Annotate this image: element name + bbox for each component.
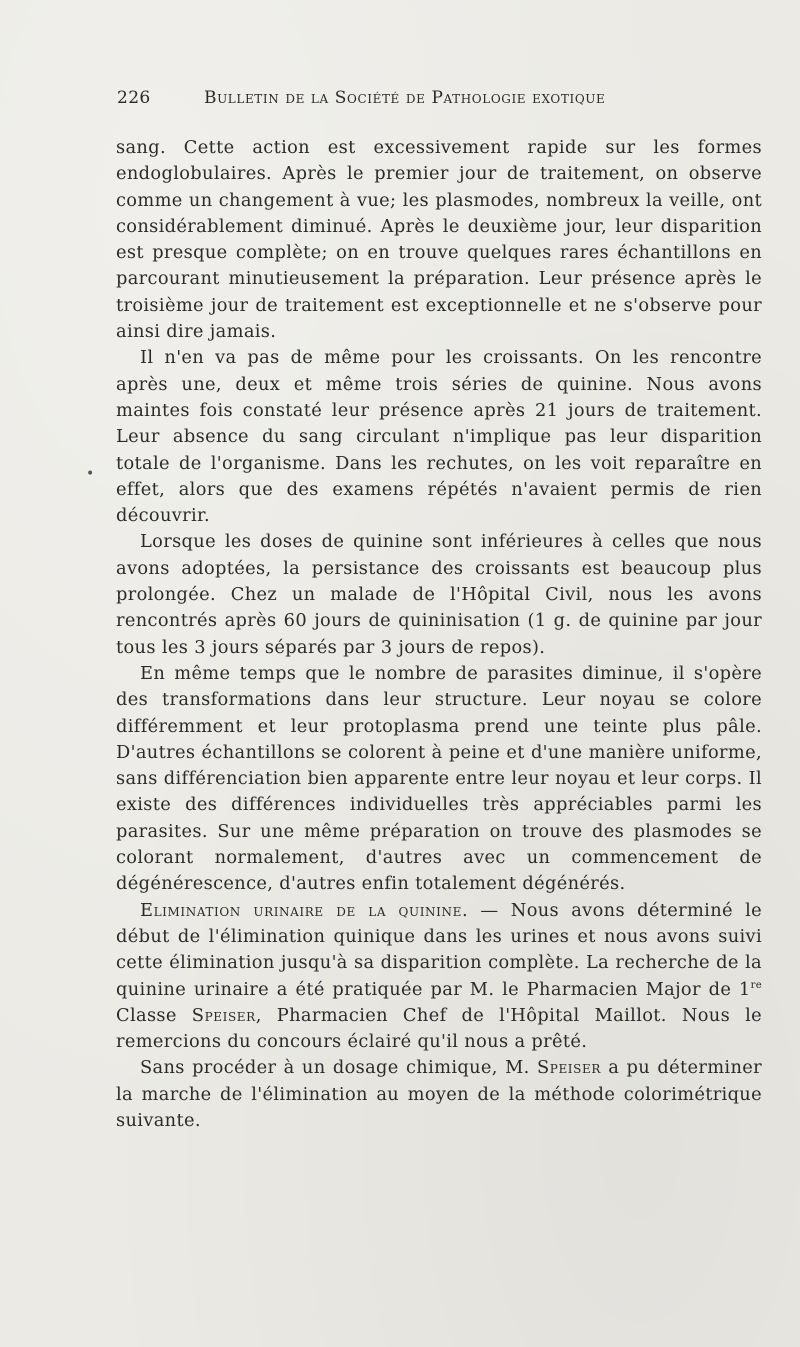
final-text-1: Sans procéder à un dosage chimique, M. [140, 1057, 537, 1079]
page-number: 226 [117, 88, 151, 108]
margin-mark: • [86, 466, 95, 482]
paragraph-2: Il n'en va pas de même pour les croissants. On les rencontre après une, deux et même trois séries de quinine. Nous avons maintes fois constaté leur présence après 21 jours de traitement. Leur absence du sang circulant n'implique pas leur disparition totale de l'organisme. Dans les rechutes, on les voit reparaître en effet, alors que des examens répétés n'avaient permis de rien découvrir. [116, 347, 762, 527]
body-text [116, 135, 762, 1134]
paragraph-4: En même temps que le nombre de parasites diminue, il s'opère des transformations dans leur structure. Leur noyau se colore différemment et leur protoplasma prend une teinte plus pâle. D'autres échantillons se colorent à peine et d'une manière uniforme, sans différenciation bien apparente entre leur noyau et leur corps. Il existe des différences individuelles très appréciables parmi les parasites. Sur une même préparation on trouve des plasmodes se colorant normalement, d'autres avec un commencement de dégénérescence, d'autres enfin totalement dégénérés. [116, 662, 762, 895]
elimination-text-1: Nous avons déterminé le début de l'élimination quinique dans les urines et nous avons suivi cette élimination jusqu'à sa disparition complète. La recherche de la quinine urinaire a été pratiquée par M. le Pharmacien Major de 1 [116, 899, 762, 1000]
elimination-text-2: Classe [116, 1004, 192, 1026]
final-text-2: a pu déterminer la marche de l'élimination au moyen de la méthode colorimétrique suivante. [116, 1057, 762, 1131]
author-name: Speiser [191, 1004, 256, 1026]
author-name-2: Speiser [536, 1057, 601, 1079]
ordinal-superscript: re [750, 979, 762, 991]
paragraph-1: sang. Cette action est excessivement rapide sur les formes endoglobulaires. Après le premier jour de traitement, on observe comme un changement à vue; les plasmodes, nombreux la veille, ont considérablement diminué. Après le deuxième jour, leur disparition est presque complète; on en trouve quelques rares échantillons en parcourant minutieusement la préparation. Leur présence après le troisième jour de traitement est exceptionnelle et ne s'observe pour ainsi dire jamais. [116, 137, 762, 343]
section-heading: Elimination urinaire de la quinine. [140, 899, 469, 921]
heading-dash: — [468, 899, 511, 921]
page-header [117, 88, 677, 118]
elimination-text-3: , Pharmacien Chef de l'Hôpital Maillot. Nous le remercions du concours éclairé qu'il nous a prêté. [116, 1004, 762, 1053]
paragraph-3: Lorsque les doses de quinine sont inférieures à celles que nous avons adoptées, la persistance des croissants est beaucoup plus prolongée. Chez un malade de l'Hôpital Civil, nous les avons rencontrés après 60 jours de quininisation (1 g. de quinine par jour tous les 3 jours séparés par 3 jours de repos). [116, 531, 762, 658]
paragraph-elimination [116, 898, 762, 1056]
running-title: Bulletin de la Société de Pathologie exotique [204, 88, 606, 108]
paragraph-final [116, 1055, 762, 1134]
